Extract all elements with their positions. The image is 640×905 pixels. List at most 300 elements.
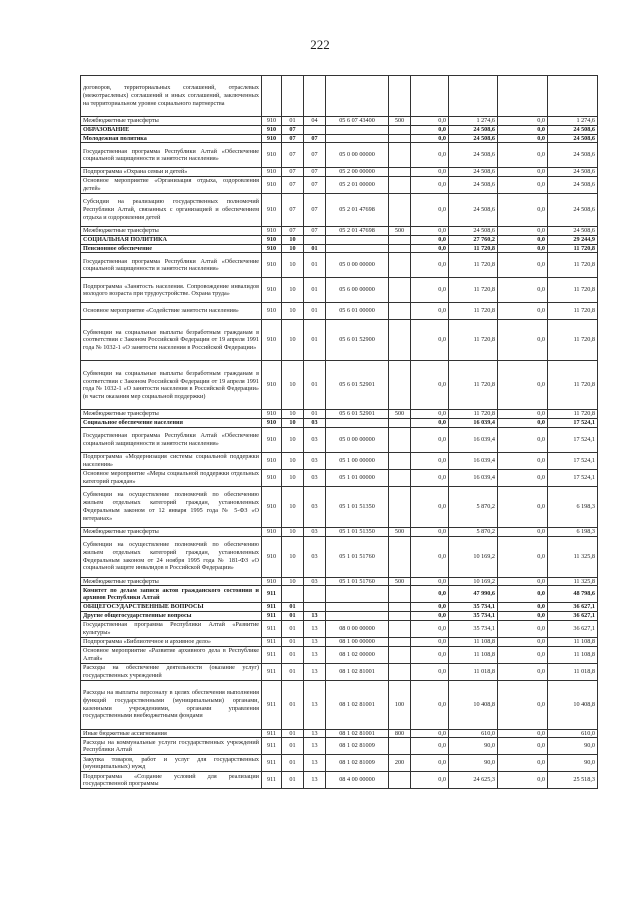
row-grbs-code: 911 [262, 620, 282, 637]
row-section-code: 01 [282, 612, 304, 621]
row-value-1: 0,0 [411, 663, 449, 680]
table-row [81, 194, 598, 227]
row-section-code: 10 [282, 419, 304, 428]
table-row [81, 278, 598, 303]
row-grbs-code: 910 [262, 143, 282, 168]
row-value-2 [449, 76, 498, 117]
row-target-article-code: 08 1 02 81001 [326, 680, 389, 729]
row-value-3: 0,0 [498, 143, 548, 168]
row-expense-type-code [389, 194, 411, 227]
row-name: Основное мероприятие «Организация отдыха, оздоровления детей» [81, 177, 262, 194]
row-value-2: 11 108,8 [449, 646, 498, 663]
row-target-article-code: 05 1 01 51760 [326, 577, 389, 586]
row-grbs-code: 911 [262, 646, 282, 663]
row-target-article-code: 05 0 00 00000 [326, 143, 389, 168]
row-value-1: 0,0 [411, 646, 449, 663]
row-value-1: 0,0 [411, 194, 449, 227]
row-name: Основное мероприятие «Меры социальной поддержки отдельных категорий граждан» [81, 469, 262, 486]
row-value-2: 16 039,4 [449, 452, 498, 469]
row-target-article-code: 05 1 00 00000 [326, 452, 389, 469]
row-value-1: 0,0 [411, 125, 449, 134]
row-subsection-code: 04 [304, 117, 326, 126]
row-subsection-code: 03 [304, 419, 326, 428]
row-value-3: 0,0 [498, 452, 548, 469]
row-name: Закупка товаров, работ и услуг для государственных (муниципальных) нужд [81, 755, 262, 772]
row-value-2: 90,0 [449, 738, 498, 755]
row-value-3: 0,0 [498, 680, 548, 729]
row-value-1: 0,0 [411, 244, 449, 253]
row-expense-type-code: 500 [389, 577, 411, 586]
row-section-code: 10 [282, 536, 304, 577]
row-value-3: 0,0 [498, 586, 548, 603]
row-value-2: 11 108,8 [449, 637, 498, 646]
row-target-article-code: 05 1 01 51760 [326, 536, 389, 577]
row-target-article-code [326, 612, 389, 621]
table-row [81, 168, 598, 177]
row-value-1: 0,0 [411, 177, 449, 194]
row-value-4: 11 720,8 [548, 278, 598, 303]
row-target-article-code: 05 6 01 52901 [326, 410, 389, 419]
row-expense-type-code [389, 235, 411, 244]
row-value-4 [548, 76, 598, 117]
table-row [81, 244, 598, 253]
row-expense-type-code [389, 253, 411, 278]
row-value-3: 0,0 [498, 278, 548, 303]
row-subsection-code: 01 [304, 303, 326, 320]
row-grbs-code: 911 [262, 738, 282, 755]
row-name: Государственная программа Республики Алтай «Развитие культуры» [81, 620, 262, 637]
row-section-code: 01 [282, 738, 304, 755]
row-value-2: 11 720,8 [449, 244, 498, 253]
row-value-2: 5 870,2 [449, 486, 498, 527]
page-number: 222 [310, 37, 330, 52]
row-value-2: 5 870,2 [449, 527, 498, 536]
row-target-article-code [326, 235, 389, 244]
row-grbs-code: 910 [262, 452, 282, 469]
row-value-2: 24 508,6 [449, 194, 498, 227]
row-subsection-code: 03 [304, 452, 326, 469]
row-target-article-code [326, 76, 389, 117]
row-target-article-code [326, 419, 389, 428]
row-value-3: 0,0 [498, 620, 548, 637]
row-name: Иные бюджетные ассигнования [81, 729, 262, 738]
table-row [81, 253, 598, 278]
row-target-article-code: 05 0 00 00000 [326, 427, 389, 452]
table-row [81, 637, 598, 646]
row-expense-type-code [389, 586, 411, 603]
row-value-2: 24 508,6 [449, 143, 498, 168]
table-row [81, 452, 598, 469]
row-grbs-code: 910 [262, 427, 282, 452]
row-value-2: 24 508,6 [449, 134, 498, 143]
row-value-4: 17 524,1 [548, 469, 598, 486]
row-target-article-code: 08 1 02 81001 [326, 729, 389, 738]
row-subsection-code: 03 [304, 486, 326, 527]
row-value-4: 24 508,6 [548, 168, 598, 177]
row-value-1: 0,0 [411, 729, 449, 738]
row-subsection-code: 03 [304, 527, 326, 536]
row-target-article-code [326, 134, 389, 143]
row-subsection-code: 13 [304, 738, 326, 755]
row-grbs-code: 910 [262, 227, 282, 236]
row-name: Подпрограмма «Создание условий для реализации государственной программы [81, 772, 262, 789]
row-value-1: 0,0 [411, 536, 449, 577]
row-value-2: 90,0 [449, 755, 498, 772]
budget-table [80, 75, 598, 789]
row-value-1: 0,0 [411, 320, 449, 361]
row-subsection-code: 13 [304, 729, 326, 738]
row-value-4: 11 720,8 [548, 410, 598, 419]
row-target-article-code: 05 6 00 00000 [326, 278, 389, 303]
row-expense-type-code [389, 620, 411, 637]
row-subsection-code: 07 [304, 168, 326, 177]
row-grbs-code: 910 [262, 536, 282, 577]
row-value-2: 24 508,6 [449, 168, 498, 177]
row-target-article-code: 08 1 02 00000 [326, 646, 389, 663]
row-subsection-code: 13 [304, 680, 326, 729]
row-name: Основное мероприятие «Содействие занятости населения» [81, 303, 262, 320]
row-subsection-code: 07 [304, 143, 326, 168]
table-row [81, 586, 598, 603]
row-name: Пенсионное обеспечение [81, 244, 262, 253]
row-value-1 [411, 76, 449, 117]
row-name: Субвенции на осуществление полномочий по обеспечению жильем отдельных категорий граждан, установленных Федеральным законом от 12 января 1995 года № 5-ФЗ «О ветеранах» [81, 486, 262, 527]
table-row [81, 117, 598, 126]
row-value-1: 0,0 [411, 577, 449, 586]
row-value-4: 11 720,8 [548, 320, 598, 361]
row-section-code: 01 [282, 646, 304, 663]
table-row [81, 729, 598, 738]
row-target-article-code [326, 586, 389, 603]
row-grbs-code: 910 [262, 486, 282, 527]
row-value-4: 11 325,8 [548, 577, 598, 586]
row-grbs-code [262, 76, 282, 117]
row-value-3: 0,0 [498, 536, 548, 577]
table-row [81, 620, 598, 637]
row-grbs-code: 911 [262, 586, 282, 603]
row-target-article-code: 05 6 01 52900 [326, 320, 389, 361]
row-subsection-code: 01 [304, 278, 326, 303]
row-value-1: 0,0 [411, 612, 449, 621]
row-value-4: 24 508,6 [548, 194, 598, 227]
row-value-4: 11 108,8 [548, 646, 598, 663]
row-expense-type-code [389, 278, 411, 303]
row-expense-type-code [389, 646, 411, 663]
row-value-3: 0,0 [498, 772, 548, 789]
row-value-1: 0,0 [411, 680, 449, 729]
row-target-article-code: 05 1 01 51350 [326, 486, 389, 527]
table-row [81, 603, 598, 612]
row-value-1: 0,0 [411, 586, 449, 603]
row-value-3: 0,0 [498, 253, 548, 278]
row-name: ОБЩЕГОСУДАРСТВЕННЫЕ ВОПРОСЫ [81, 603, 262, 612]
row-subsection-code: 13 [304, 663, 326, 680]
table-row [81, 772, 598, 789]
row-expense-type-code [389, 469, 411, 486]
row-section-code: 01 [282, 620, 304, 637]
row-value-2: 10 169,2 [449, 536, 498, 577]
row-value-3: 0,0 [498, 755, 548, 772]
row-subsection-code: 13 [304, 646, 326, 663]
row-grbs-code: 910 [262, 419, 282, 428]
row-section-code: 10 [282, 244, 304, 253]
row-name: Другие общегосударственные вопросы [81, 612, 262, 621]
row-grbs-code: 910 [262, 410, 282, 419]
row-name: Расходы на коммунальные услуги государственных учреждений Республики Алтай [81, 738, 262, 755]
row-value-4: 48 798,6 [548, 586, 598, 603]
row-expense-type-code: 500 [389, 117, 411, 126]
row-target-article-code: 08 1 00 00000 [326, 637, 389, 646]
row-expense-type-code: 500 [389, 527, 411, 536]
row-target-article-code: 05 6 07 43400 [326, 117, 389, 126]
row-name: Подпрограмма «Модернизация системы социальной поддержки населения» [81, 452, 262, 469]
row-expense-type-code: 100 [389, 680, 411, 729]
row-name: Подпрограмма «Охрана семьи и детей» [81, 168, 262, 177]
row-value-3: 0,0 [498, 117, 548, 126]
row-subsection-code: 01 [304, 253, 326, 278]
row-expense-type-code [389, 134, 411, 143]
row-subsection-code [304, 235, 326, 244]
row-name: Расходы на обеспечение деятельности (оказание услуг) государственных учреждений [81, 663, 262, 680]
row-section-code: 07 [282, 168, 304, 177]
row-value-4: 11 720,8 [548, 303, 598, 320]
row-value-4: 17 524,1 [548, 427, 598, 452]
row-expense-type-code [389, 663, 411, 680]
row-target-article-code: 05 1 01 00000 [326, 469, 389, 486]
row-section-code: 10 [282, 577, 304, 586]
row-expense-type-code [389, 452, 411, 469]
row-value-3: 0,0 [498, 612, 548, 621]
row-grbs-code: 911 [262, 729, 282, 738]
row-name: Межбюджетные трансферты [81, 410, 262, 419]
row-expense-type-code [389, 125, 411, 134]
row-value-1: 0,0 [411, 486, 449, 527]
row-value-2: 1 274,6 [449, 117, 498, 126]
row-name: Государственная программа Республики Алтай «Обеспечение социальной защищенности и занятости населения» [81, 253, 262, 278]
row-target-article-code: 08 1 02 81009 [326, 755, 389, 772]
row-expense-type-code: 500 [389, 227, 411, 236]
row-expense-type-code [389, 177, 411, 194]
row-target-article-code: 05 6 01 00000 [326, 303, 389, 320]
row-value-3: 0,0 [498, 134, 548, 143]
row-value-4: 11 720,8 [548, 253, 598, 278]
row-target-article-code: 08 1 02 81001 [326, 663, 389, 680]
row-value-4: 36 627,1 [548, 603, 598, 612]
row-section-code: 10 [282, 303, 304, 320]
row-value-4: 11 018,8 [548, 663, 598, 680]
row-value-3: 0,0 [498, 637, 548, 646]
row-section-code: 10 [282, 469, 304, 486]
row-target-article-code: 05 6 01 52901 [326, 361, 389, 410]
table-row [81, 536, 598, 577]
row-value-3: 0,0 [498, 125, 548, 134]
row-value-1: 0,0 [411, 303, 449, 320]
row-expense-type-code: 800 [389, 729, 411, 738]
row-subsection-code: 01 [304, 320, 326, 361]
row-value-3: 0,0 [498, 738, 548, 755]
row-expense-type-code [389, 361, 411, 410]
row-value-4: 24 508,6 [548, 177, 598, 194]
row-name: Основное мероприятие «Развитие архивного дела в Республике Алтай» [81, 646, 262, 663]
row-value-2: 47 990,6 [449, 586, 498, 603]
row-value-2: 11 720,8 [449, 253, 498, 278]
row-section-code: 10 [282, 320, 304, 361]
row-grbs-code: 911 [262, 680, 282, 729]
row-value-4: 6 198,3 [548, 527, 598, 536]
row-grbs-code: 910 [262, 117, 282, 126]
row-value-3: 0,0 [498, 527, 548, 536]
row-grbs-code: 910 [262, 253, 282, 278]
row-value-3: 0,0 [498, 419, 548, 428]
row-grbs-code: 910 [262, 278, 282, 303]
row-name: Подпрограмма «Библиотечное и архивное дело» [81, 637, 262, 646]
row-value-4: 1 274,6 [548, 117, 598, 126]
table-row [81, 410, 598, 419]
row-subsection-code: 01 [304, 410, 326, 419]
row-value-2: 35 734,1 [449, 603, 498, 612]
row-value-2: 11 720,8 [449, 361, 498, 410]
row-section-code: 01 [282, 772, 304, 789]
row-value-1: 0,0 [411, 361, 449, 410]
row-value-3: 0,0 [498, 177, 548, 194]
row-value-1: 0,0 [411, 278, 449, 303]
table-row [81, 663, 598, 680]
row-name: Социальное обеспечение населения [81, 419, 262, 428]
row-value-1: 0,0 [411, 227, 449, 236]
row-target-article-code: 05 0 00 00000 [326, 253, 389, 278]
row-value-2: 10 408,8 [449, 680, 498, 729]
row-value-4: 36 627,1 [548, 612, 598, 621]
row-name: СОЦИАЛЬНАЯ ПОЛИТИКА [81, 235, 262, 244]
row-grbs-code: 910 [262, 134, 282, 143]
row-expense-type-code [389, 303, 411, 320]
row-grbs-code: 910 [262, 244, 282, 253]
row-target-article-code: 08 4 00 00000 [326, 772, 389, 789]
row-name: Субсидии на реализацию государственных полномочий Республики Алтай, связанных с организацией и обеспечением отдыха и оздоровления детей [81, 194, 262, 227]
table-row [81, 125, 598, 134]
row-value-1: 0,0 [411, 469, 449, 486]
row-expense-type-code [389, 143, 411, 168]
row-expense-type-code: 200 [389, 755, 411, 772]
row-expense-type-code [389, 320, 411, 361]
row-value-2: 16 039,4 [449, 427, 498, 452]
table-row [81, 235, 598, 244]
row-value-3: 0,0 [498, 244, 548, 253]
row-value-2: 24 508,6 [449, 177, 498, 194]
row-value-3: 0,0 [498, 577, 548, 586]
row-subsection-code: 13 [304, 755, 326, 772]
row-value-4: 11 108,8 [548, 637, 598, 646]
row-value-2: 35 734,1 [449, 620, 498, 637]
row-section-code: 10 [282, 410, 304, 419]
row-value-2: 10 169,2 [449, 577, 498, 586]
row-expense-type-code [389, 637, 411, 646]
table-body [81, 76, 598, 789]
row-section-code: 07 [282, 194, 304, 227]
row-expense-type-code [389, 168, 411, 177]
row-name: Межбюджетные трансферты [81, 227, 262, 236]
row-value-3: 0,0 [498, 320, 548, 361]
row-value-2: 610,0 [449, 729, 498, 738]
row-value-1: 0,0 [411, 755, 449, 772]
row-name: договоров, территориальных соглашений, отраслевых (межотраслевых) соглашений и иных соглашений, заключенных на территориальном уровне социального партнерства [81, 76, 262, 117]
row-subsection-code [304, 603, 326, 612]
row-name: Субвенции на социальные выплаты безработным гражданам в соответствии с Законом Российской Федерации от 19 апреля 1991 года № 1032-1 «О занятости населения в Российской Федерации» (в части оказания мер социальной поддержки) [81, 361, 262, 410]
row-section-code: 10 [282, 235, 304, 244]
row-value-1: 0,0 [411, 117, 449, 126]
row-section-code [282, 76, 304, 117]
row-grbs-code: 911 [262, 637, 282, 646]
row-subsection-code [304, 586, 326, 603]
table-row [81, 361, 598, 410]
table-row [81, 577, 598, 586]
row-target-article-code: 08 1 02 81009 [326, 738, 389, 755]
row-value-3: 0,0 [498, 303, 548, 320]
row-subsection-code: 07 [304, 134, 326, 143]
row-value-2: 11 720,8 [449, 278, 498, 303]
row-subsection-code: 13 [304, 637, 326, 646]
row-value-2: 11 720,8 [449, 320, 498, 361]
row-value-4: 24 508,6 [548, 143, 598, 168]
table-row [81, 303, 598, 320]
row-section-code: 01 [282, 603, 304, 612]
row-target-article-code [326, 125, 389, 134]
row-subsection-code: 03 [304, 536, 326, 577]
row-section-code: 10 [282, 527, 304, 536]
table-row [81, 76, 598, 117]
row-grbs-code: 910 [262, 320, 282, 361]
table-row [81, 320, 598, 361]
row-expense-type-code [389, 603, 411, 612]
row-value-3: 0,0 [498, 194, 548, 227]
row-grbs-code: 910 [262, 235, 282, 244]
row-name: Межбюджетные трансферты [81, 117, 262, 126]
row-grbs-code: 910 [262, 177, 282, 194]
row-name: Межбюджетные трансферты [81, 527, 262, 536]
row-value-2: 11 018,8 [449, 663, 498, 680]
row-value-1: 0,0 [411, 143, 449, 168]
row-value-1: 0,0 [411, 738, 449, 755]
row-section-code: 07 [282, 134, 304, 143]
row-grbs-code: 910 [262, 577, 282, 586]
row-target-article-code: 05 2 01 00000 [326, 177, 389, 194]
row-section-code: 07 [282, 227, 304, 236]
row-grbs-code: 910 [262, 125, 282, 134]
row-value-3: 0,0 [498, 410, 548, 419]
row-section-code: 01 [282, 637, 304, 646]
row-target-article-code [326, 603, 389, 612]
row-value-4: 90,0 [548, 738, 598, 755]
row-value-3: 0,0 [498, 729, 548, 738]
row-value-2: 16 039,4 [449, 419, 498, 428]
row-value-4: 29 244,9 [548, 235, 598, 244]
row-name: Подпрограмма «Занятость населения. Сопровождение инвалидов молодого возраста при трудоустройстве. Охрана труда» [81, 278, 262, 303]
row-grbs-code: 911 [262, 603, 282, 612]
row-value-2: 35 734,1 [449, 612, 498, 621]
row-subsection-code: 03 [304, 577, 326, 586]
row-target-article-code: 05 2 01 47698 [326, 227, 389, 236]
row-value-1: 0,0 [411, 527, 449, 536]
row-section-code: 10 [282, 253, 304, 278]
row-value-2: 24 508,6 [449, 125, 498, 134]
row-value-3: 0,0 [498, 427, 548, 452]
table-row [81, 469, 598, 486]
row-section-code: 01 [282, 663, 304, 680]
row-name: Расходы на выплаты персоналу в целях обеспечения выполнения функций государственными (муниципальными) органами, казенными учреждениями, органами управления государственными внебюджетными фондами [81, 680, 262, 729]
table-row [81, 527, 598, 536]
row-value-4: 610,0 [548, 729, 598, 738]
row-name: Государственная программа Республики Алтай «Обеспечение социальной защищенности и занятости населения» [81, 143, 262, 168]
